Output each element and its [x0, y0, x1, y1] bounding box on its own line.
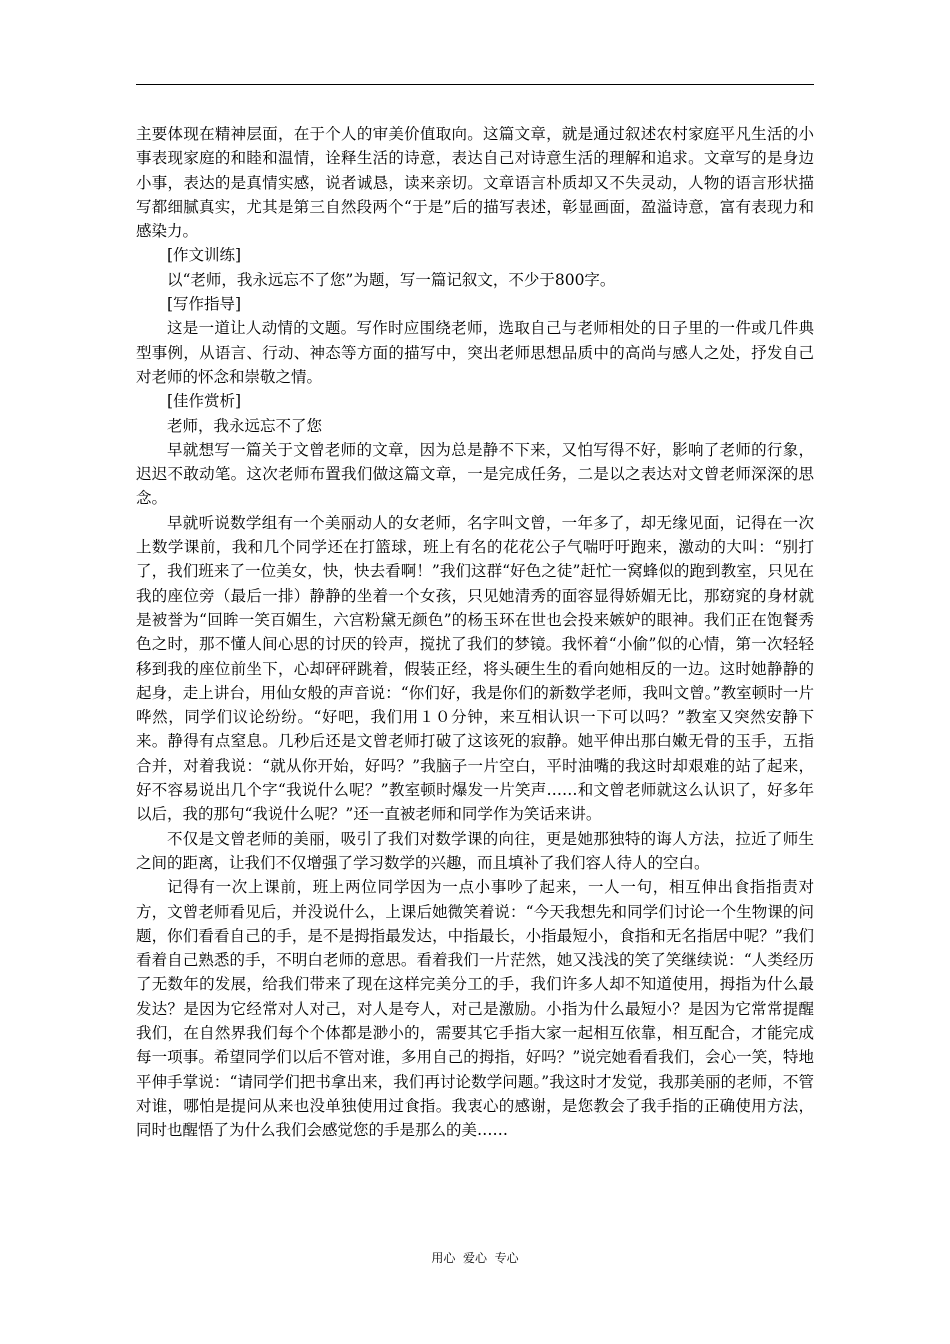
section-heading-appreciation: [佳作赏析] [167, 392, 242, 411]
essay-paragraph: 早就想写一篇关于文曾老师的文章，因为总是静不下来，又怕写得不好，影响了老师的行象，迟迟不敢动笔。这次老师布置我们做这篇文章，一是完成任务，二是以之表达对文曾老师深深的思念。 [136, 440, 814, 508]
essay-paragraph: 早就听说数学组有一个美丽动人的女老师，名字叫文曾，一年多了，却无缘见面，记得在一次上数学课前，我和几个同学还在打篮球，班上有名的花花公子气喘吁吁跑来，激动的大叫：“别打了，我们班来了一位美女，快，快去看啊！”我们这群“好色之徒”赶忙一窝蜂似的跑到教室，只见在我的座位旁（最后一排）静静的坐着一个女孩，只见她清秀的面容显得娇媚无比，那窈窕的身材就是被誉为“回眸一笑百媚生，六宫粉黛无颜色”的杨玉环在世也会投来嫉妒的眼神。我们正在饱餐秀色之时，那不懂人间心思的讨厌的铃声，搅扰了我们的梦镜。我怀着“小偷”似的心情，第一次轻轻移到我的座位前坐下，心却砰砰跳着，假装正经，将头硬生生的看向她相反的一边。这时她静静的起身，走上讲台，用仙女般的声音说：“你们好，我是你们的新数学老师，我叫文曾。”教室顿时一片哗然，同学们议论纷纷。“好吧，我们用１０分钟，来互相认识一下可以吗？”教室又突然安静下来。静得有点窒息。几秒后还是文曾老师打破了这该死的寂静。她平伸出那白嫩无骨的玉手，五指合并，对着我说：“就从你开始，好吗？”我脑子一片空白，平时油嘴的我这时却艰难的站了起来，好不容易说出几个字“我说什么呢？”教室顿时爆发一片笑声……和文曾老师就这么认识了，好多年以后，我的那句“我说什么呢？”还一直被老师和同学作为笑话来讲。 [136, 513, 814, 824]
essay-paragraph: 不仅是文曾老师的美丽，吸引了我们对数学课的向往，更是她那独特的诲人方法，拉近了师生之间的距离，让我们不仅增强了学习数学的兴趣，而且填补了我们容人待人的空白。 [136, 829, 814, 872]
document-body [136, 122, 814, 1142]
paragraph-continuation: 主要体现在精神层面，在于个人的审美价值取向。这篇文章，就是通过叙述农村家庭平凡生活的小事表现家庭的和睦和温情，诠释生活的诗意，表达自己对诗意生活的理解和追求。文章写的是身边小事，表达的是真情实感，说者诚恳，读来亲切。文章语言朴质却又不失灵动，人物的语言形状描写都细腻真实，尤其是第三自然段两个“于是”后的描写表述，彰显画面，盈溢诗意，富有表现力和感染力。 [136, 125, 814, 241]
header-rule [136, 84, 814, 85]
essay-title: 老师，我永远忘不了您 [167, 416, 323, 435]
guidance-paragraph: 这是一道让人动情的文题。写作时应围绕老师，选取自己与老师相处的日子里的一件或几件典型事例，从语言、行动、神态等方面的描写中，突出老师思想品质中的高尚与感人之处，抒发自己对老师的怀念和崇敬之情。 [136, 319, 814, 386]
writing-prompt: 以“老师，我永远忘不了您”为题，写一篇记叙文，不少于800字。 [167, 270, 616, 289]
section-heading-training: [作文训练] [167, 246, 242, 265]
section-heading-guidance: [写作指导] [167, 295, 242, 314]
page-footer: 用心 爱心 专心 [431, 1251, 519, 1265]
essay-paragraph: 记得有一次上课前，班上两位同学因为一点小事吵了起来，一人一句，相互伸出食指指责对方，文曾老师看见后，并没说什么，上课后她微笑着说：“今天我想先和同学们讨论一个生物课的问题，你们看看自己的手，是不是拇指最发达，中指最长，小指最短小，食指和无名指居中呢？”我们看着自己熟悉的手，不明白老师的意思。看着我们一片茫然，她又浅浅的笑了笑继续说：“人类经历了无数年的发展，给我们带来了现在这样完美分工的手，我们许多人却不知道使用，拇指为什么最发达？是因为它经常对人对己，对人是夸人，对己是激励。小指为什么最短小？是因为它常常提醒我们，在自然界我们每个个体都是渺小的，需要其它手指大家一起相互依靠，相互配合，才能完成每一项事。希望同学们以后不管对谁，多用自己的拇指，好吗？”说完她看看我们，会心一笑，特地平伸手掌说：“请同学们把书拿出来，我们再讨论数学问题。”我这时才发觉，我那美丽的老师，不管对谁，哪怕是提问从来也没单独使用过食指。我衷心的感谢，是您教会了我手指的正确使用方法，同时也醒悟了为什么我们会感觉您的手是那么的美…… [136, 878, 814, 1140]
